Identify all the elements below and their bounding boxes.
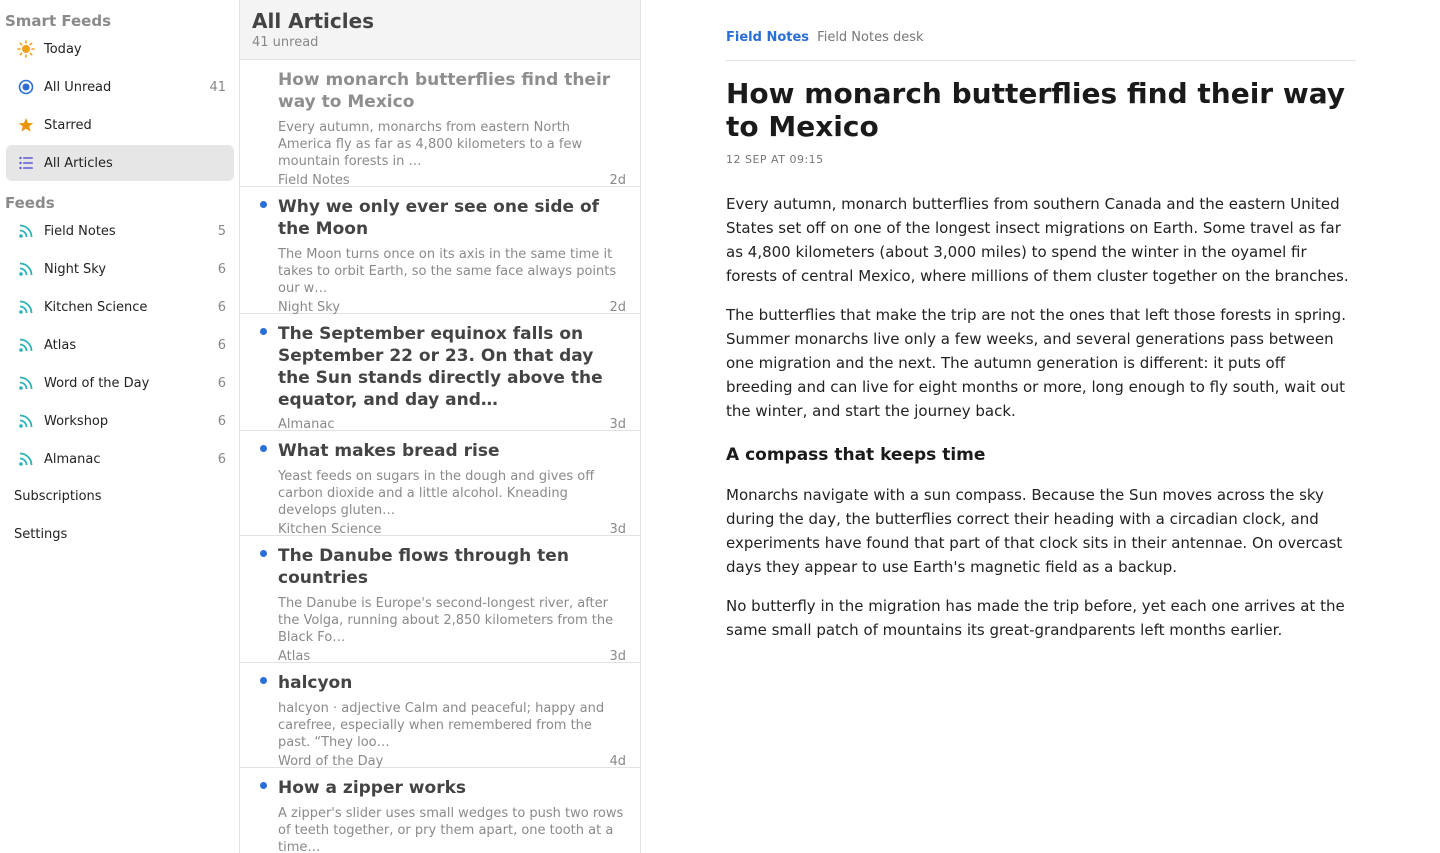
unread-count: 6 <box>217 375 226 391</box>
article-excerpt: Every autumn, monarchs from eastern North America fly as far as 4,800 kilometers to a few mountain forests in … <box>278 120 583 169</box>
source-author: Field Notes desk <box>817 30 924 45</box>
sidebar-item-night-sky[interactable] <box>6 251 234 287</box>
star-icon <box>16 115 36 135</box>
unread-dot-icon <box>260 677 267 684</box>
article-title: Why we only ever see one side of the Moon <box>278 197 600 239</box>
sidebar-item-workshop[interactable] <box>6 403 234 439</box>
rss-icon <box>16 449 36 469</box>
reader-pane <box>641 0 1440 853</box>
sidebar-item-field-notes[interactable] <box>6 213 234 249</box>
list-icon <box>16 153 36 173</box>
article-meta <box>278 649 626 664</box>
article-item[interactable] <box>240 314 640 431</box>
article-source <box>726 30 1356 61</box>
article-meta <box>278 300 626 315</box>
sidebar-item-label: Kitchen Science <box>44 299 148 315</box>
settings-link[interactable]: Settings <box>14 527 68 542</box>
article-feed: Word of the Day <box>278 754 384 769</box>
article-meta <box>278 173 626 188</box>
sidebar-item-label: Night Sky <box>44 261 107 277</box>
sidebar-item-today[interactable] <box>6 31 234 67</box>
article-meta <box>278 754 626 769</box>
sidebar-item-atlas[interactable] <box>6 327 234 363</box>
unread-dot-icon <box>260 445 267 452</box>
sidebar-item-starred[interactable] <box>6 107 234 143</box>
article-excerpt: Yeast feeds on sugars in the dough and gives off carbon dioxide and a little alcohol. Kneading develops gluten… <box>278 469 595 518</box>
rss-icon <box>16 335 36 355</box>
article-paragraph: Every autumn, monarch butterflies from southern Canada and the eastern United States set off on one of the longest insect migrations on Earth. Some travel as far as 4,800 kilometers (about 3,000 miles) to spend the winter in the oyamel fir forests of central Mexico, where millions of them cluster together on the branches. <box>726 195 1349 285</box>
smart-feeds-heading: Smart Feeds <box>5 12 111 30</box>
sidebar-item-label: Today <box>44 41 82 57</box>
unread-count: 6 <box>217 413 226 429</box>
article-excerpt: A zipper's slider uses small wedges to push two rows of teeth together, or pry them apart, one tooth at a time… <box>278 806 624 853</box>
article-age: 2d <box>609 173 626 188</box>
article-list-header <box>240 0 640 60</box>
article-excerpt: The Moon turns once on its axis in the same time it takes to orbit Earth, so the same face always points our w… <box>278 247 617 296</box>
article-age: 3d <box>609 649 626 664</box>
article-excerpt: halcyon · adjective Calm and peaceful; happy and carefree, especially when remembered from the past. “They loo… <box>278 701 605 750</box>
rss-icon <box>16 373 36 393</box>
sidebar-item-label: All Articles <box>44 155 113 171</box>
rss-icon <box>16 221 36 241</box>
article-item[interactable] <box>240 431 640 536</box>
article-subheading: A compass that keeps time <box>726 445 986 465</box>
article-title: The September equinox falls on September 22 or 23. On that day the Sun stands directly above the equator, and day and… <box>278 324 603 410</box>
sidebar-item-almanac[interactable] <box>6 441 234 477</box>
article-item[interactable] <box>240 768 640 853</box>
article-paragraph: The butterflies that make the trip are not the ones that left those forests in spring. Summer monarchs live only a few weeks, and several generations pass between one migration and the next. The autumn generation is different: it puts off breeding and can live for eight months or more, long enough to fly south, wait out the winter, and start the journey back. <box>726 306 1346 420</box>
sidebar-item-kitchen-science[interactable] <box>6 289 234 325</box>
unread-count: 6 <box>217 451 226 467</box>
sidebar-item-all-unread[interactable] <box>6 69 234 105</box>
sidebar-item-label: Workshop <box>44 413 109 429</box>
rss-icon <box>16 259 36 279</box>
article-age: 3d <box>609 522 626 537</box>
article-meta <box>278 417 626 432</box>
unread-dot-icon <box>260 328 267 335</box>
rss-icon <box>16 297 36 317</box>
sidebar-item-label: Field Notes <box>44 223 116 239</box>
unread-circle-icon <box>16 77 36 97</box>
article-feed: Field Notes <box>278 173 350 188</box>
sidebar-item-label: All Unread <box>44 79 112 95</box>
sidebar-item-label: Almanac <box>44 451 101 467</box>
article-item[interactable] <box>240 663 640 768</box>
article-title: How a zipper works <box>278 778 467 798</box>
article-item[interactable] <box>240 60 640 187</box>
article-title: The Danube flows through ten countries <box>278 546 569 588</box>
unread-count: 6 <box>217 337 226 353</box>
article-content <box>726 30 1356 642</box>
article-meta <box>278 522 626 537</box>
rss-icon <box>16 411 36 431</box>
sidebar-item-label: Atlas <box>44 337 77 353</box>
article-item[interactable] <box>240 187 640 314</box>
sidebar <box>0 0 240 853</box>
article-feed: Night Sky <box>278 300 341 315</box>
article-age: 2d <box>609 300 626 315</box>
article-title: How monarch butterflies find their way to Mexico <box>278 70 611 112</box>
article-excerpt: The Danube is Europe's second-longest river, after the Volga, running about 2,850 kilometers from the Black Fo… <box>278 596 614 645</box>
unread-count: 5 <box>217 223 226 239</box>
sun-icon <box>16 39 36 59</box>
sidebar-item-label: Word of the Day <box>44 375 150 391</box>
subscriptions-link[interactable]: Subscriptions <box>14 489 102 504</box>
list-title: All Articles <box>252 9 375 33</box>
article-paragraph: Monarchs navigate with a sun compass. Because the Sun moves across the sky during the day, the butterflies correct their heading with a circadian clock, and experiments have found that part of that clock sits in their antennae. On overcast days they appear to use Earth's magnetic field as a backup. <box>726 486 1343 576</box>
article-age: 3d <box>609 417 626 432</box>
unread-dot-icon <box>260 201 267 208</box>
article-list <box>240 0 641 853</box>
sidebar-item-all-articles[interactable] <box>6 145 234 181</box>
unread-count: 6 <box>217 299 226 315</box>
source-feed-link[interactable]: Field Notes <box>726 30 810 45</box>
article-feed: Atlas <box>278 649 311 664</box>
unread-count: 41 <box>209 79 226 95</box>
article-heading: How monarch butterflies find their way to Mexico <box>726 77 1346 143</box>
article-paragraph: No butterfly in the migration has made the trip before, yet each one arrives at the same small patch of mountains its great-grandparents left months earlier. <box>726 597 1345 639</box>
article-title: What makes bread rise <box>278 441 500 461</box>
article-item[interactable] <box>240 536 640 663</box>
article-title: halcyon <box>278 673 353 693</box>
unread-dot-icon <box>260 550 267 557</box>
unread-dot-icon <box>260 782 267 789</box>
article-feed: Kitchen Science <box>278 522 382 537</box>
unread-summary: 41 unread <box>252 35 319 50</box>
article-date: 12 SEP AT 09:15 <box>726 153 824 166</box>
sidebar-item-word-of-the-day[interactable] <box>6 365 234 401</box>
sidebar-item-label: Starred <box>44 117 92 133</box>
feeds-heading: Feeds <box>5 194 55 212</box>
article-feed: Almanac <box>278 417 335 432</box>
article-age: 4d <box>609 754 626 769</box>
unread-count: 6 <box>217 261 226 277</box>
